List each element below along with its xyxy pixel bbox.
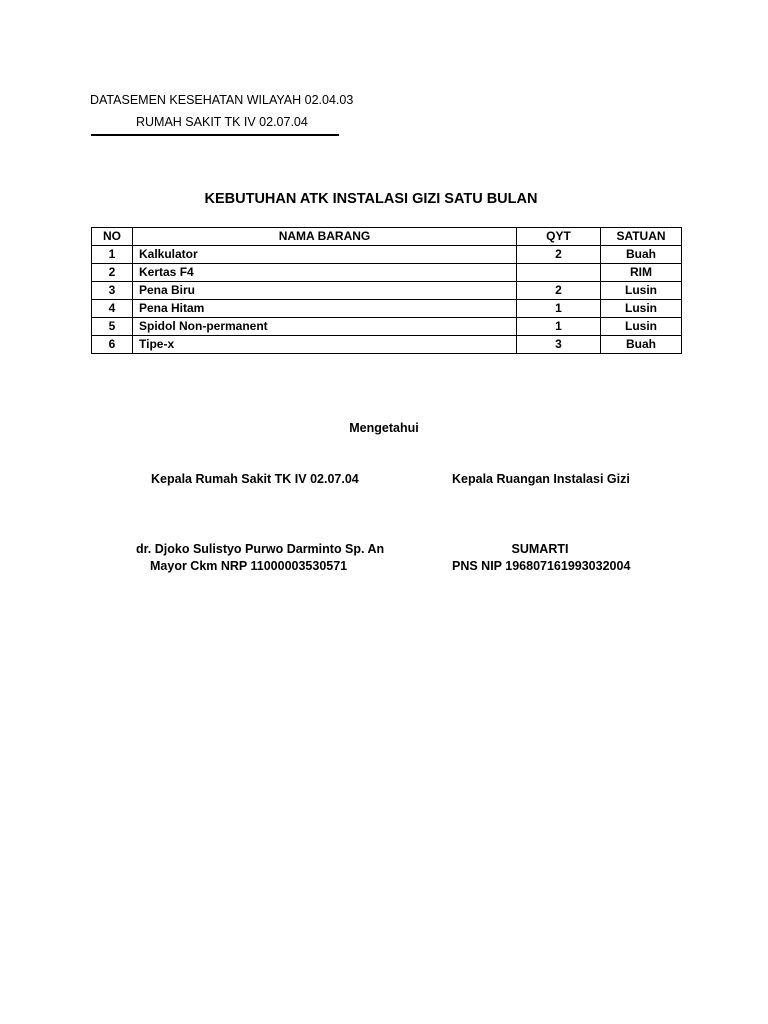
cell-no: 2 — [92, 264, 133, 282]
cell-unit: Buah — [601, 336, 682, 354]
cell-name: Tipe-x — [133, 336, 517, 354]
cell-name: Kalkulator — [133, 246, 517, 264]
right-signer-role: Kepala Ruangan Instalasi Gizi — [452, 472, 630, 486]
cell-no: 5 — [92, 318, 133, 336]
column-header-name: NAMA BARANG — [133, 228, 517, 246]
header-line-1: DATASEMEN KESEHATAN WILAYAH 02.04.03 — [90, 93, 354, 107]
cell-no: 1 — [92, 246, 133, 264]
header-line-2: RUMAH SAKIT TK IV 02.07.04 — [136, 115, 308, 129]
cell-no: 3 — [92, 282, 133, 300]
right-signer-id: PNS NIP 196807161993032004 — [452, 559, 631, 573]
table-row — [92, 300, 682, 318]
table-row — [92, 282, 682, 300]
cell-no: 6 — [92, 336, 133, 354]
cell-name: Spidol Non-permanent — [133, 318, 517, 336]
cell-qty: 2 — [517, 246, 601, 264]
cell-unit: RIM — [601, 264, 682, 282]
cell-qty — [517, 264, 601, 282]
cell-qty: 3 — [517, 336, 601, 354]
cell-no: 4 — [92, 300, 133, 318]
table-row — [92, 318, 682, 336]
column-header-no: NO — [92, 228, 133, 246]
items-table — [91, 227, 682, 354]
left-signer-name: dr. Djoko Sulistyo Purwo Darminto Sp. An — [136, 542, 385, 556]
left-signer-id: Mayor Ckm NRP 11000003530571 — [150, 559, 348, 573]
cell-name: Kertas F4 — [133, 264, 517, 282]
cell-name: Pena Biru — [133, 282, 517, 300]
cell-unit: Lusin — [601, 300, 682, 318]
column-header-unit: SATUAN — [601, 228, 682, 246]
table-row — [92, 336, 682, 354]
cell-unit: Lusin — [601, 318, 682, 336]
column-header-qty: QYT — [517, 228, 601, 246]
table-row — [92, 264, 682, 282]
left-signer-role: Kepala Rumah Sakit TK IV 02.07.04 — [151, 472, 359, 486]
table-row — [92, 246, 682, 264]
acknowledged-label: Mengetahui — [349, 421, 419, 435]
cell-unit: Lusin — [601, 282, 682, 300]
document-title: KEBUTUHAN ATK INSTALASI GIZI SATU BULAN — [204, 191, 538, 207]
table-header-row — [92, 228, 682, 246]
cell-qty: 2 — [517, 282, 601, 300]
cell-name: Pena Hitam — [133, 300, 517, 318]
cell-qty: 1 — [517, 318, 601, 336]
cell-unit: Buah — [601, 246, 682, 264]
cell-qty: 1 — [517, 300, 601, 318]
right-signer-name: SUMARTI — [511, 542, 569, 556]
header-underline — [91, 134, 339, 136]
